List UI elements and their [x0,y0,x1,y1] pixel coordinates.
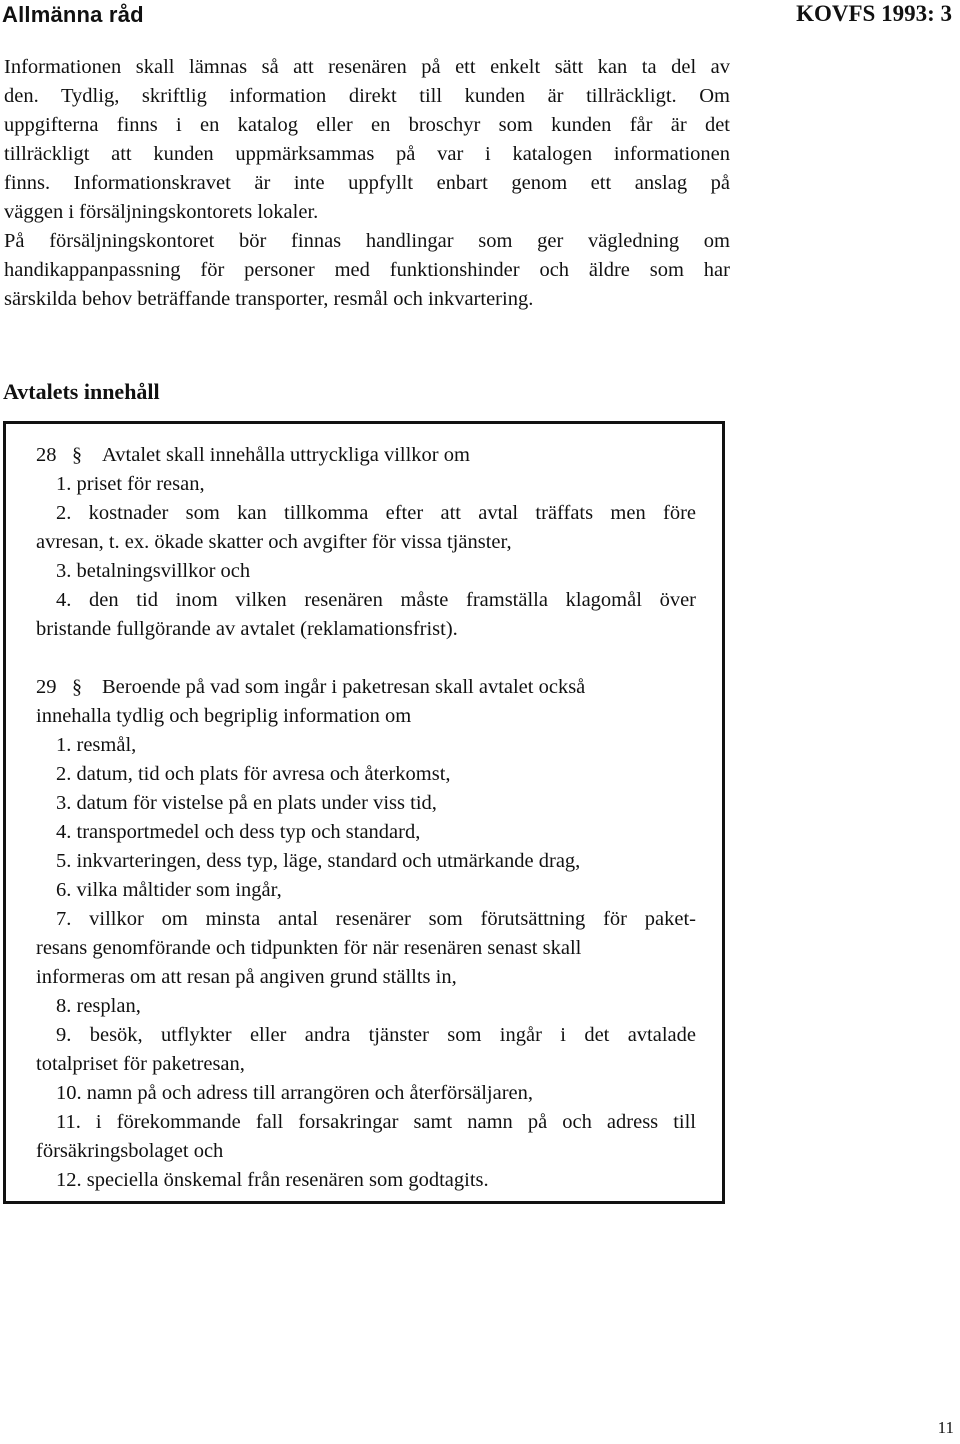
paragraph-28-heading [36,441,696,470]
list-item: 11. i förekommande fall forsakringar samt namn på och adress till [56,1111,696,1133]
list-item: 1. priset för resan, [56,473,205,495]
list-item-continuation: bristande fullgörande av avtalet (reklamationsfrist). [36,618,458,640]
list-item: 7. villkor om minsta antal resenärer som förutsättning för paket- [56,908,696,930]
intro-line: handikappanpassning för personer med funktionshinder och äldre som har [4,259,730,281]
paragraph-continuation: innehalla tydlig och begriplig information om [36,705,412,727]
intro-line: väggen i försäljningskontorets lokaler. [4,201,319,223]
list-item: 3. betalningsvillkor och [56,560,251,582]
list-item: 2. kostnader som kan tillkomma efter att avtal träffats men före [56,502,696,524]
list-item-continuation: resans genomförande och tidpunkten för när resenären senast skall [36,937,582,959]
intro-line: Informationen skall lämnas så att resenären på ett enkelt sätt kan ta del av [4,56,730,78]
list-item: 12. speciella önskemal från resenären som godtagits. [56,1169,489,1191]
list-item: 9. besök, utflykter eller andra tjänster som ingår i det avtalade [56,1024,696,1046]
intro-line: På försäljningskontoret bör finnas handlingar som ger vägledning om [4,230,730,252]
paragraph-number: 28 [36,444,57,466]
intro-line: den. Tydlig, skriftlig information direkt till kunden är tillräckligt. Om [4,85,730,107]
list-item: 8. resplan, [56,995,141,1017]
list-item: 6. vilka måltider som ingår, [56,879,282,901]
list-item: 4. den tid inom vilken resenären måste framställa klagomål över [56,589,696,611]
list-item: 2. datum, tid och plats för avresa och återkomst, [56,763,451,785]
paragraph-number: 29 [36,676,57,698]
section-label: Allmänna råd [2,2,144,27]
intro-line: finns. Informationskravet är inte uppfyllt enbart genom ett anslag på [4,172,730,194]
list-item: 10. namn på och adress till arrangören och återförsäljaren, [56,1082,533,1104]
list-item-continuation: informeras om att resan på angiven grund ställts in, [36,966,457,988]
list-item: 1. resmål, [56,734,137,756]
list-item: 3. datum för vistelse på en plats under viss tid, [56,792,437,814]
list-item: 5. inkvarteringen, dess typ, läge, standard och utmärkande drag, [56,850,581,872]
list-item-continuation: totalpriset för paketresan, [36,1053,245,1075]
paragraph-text: Avtalet skall innehålla uttryckliga villkor om [102,444,470,466]
list-item-continuation: försäkringsbolaget och [36,1140,224,1162]
list-item-continuation: avresan, t. ex. ökade skatter och avgifter för vissa tjänster, [36,531,512,553]
section-sign: § [72,444,82,466]
regulation-box [3,421,725,1204]
regulation-content [36,441,696,1195]
intro-line: uppgifterna finns i en katalog eller en broschyr som kunden får är det [4,114,730,136]
list-item: 4. transportmedel och dess typ och standard, [56,821,421,843]
intro-line: särskilda behov beträffande transporter, resmål och inkvartering. [4,288,534,310]
paragraph-text: Beroende på vad som ingår i paketresan skall avtalet också [102,676,586,698]
paragraph-29-heading [36,673,696,702]
page-number: 11 [937,1418,954,1437]
document-id: KOVFS 1993: 3 [796,1,952,26]
intro-text [4,53,730,314]
section-sign: § [72,676,82,698]
section-heading: Avtalets innehåll [3,379,160,404]
intro-line: tillräckligt att kunden uppmärksammas på var i katalogen informationen [4,143,730,165]
